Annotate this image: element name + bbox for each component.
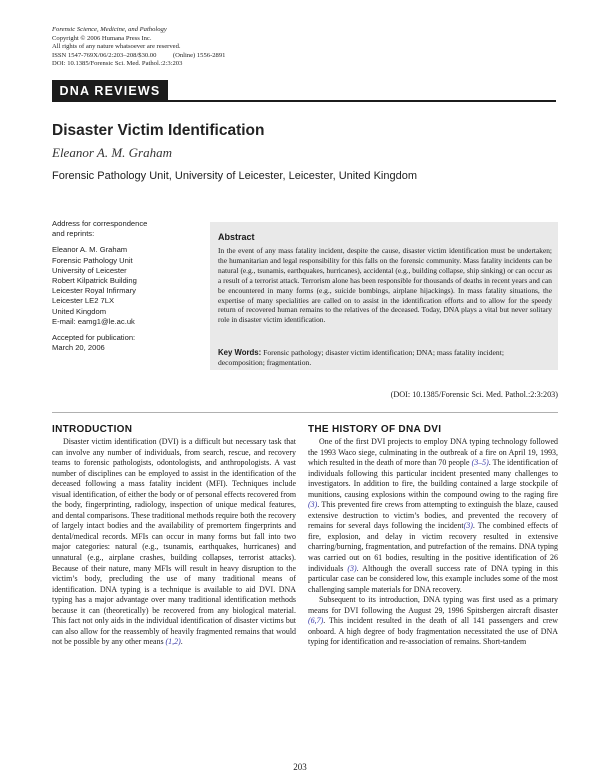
accepted-label: Accepted for publication:: [52, 333, 136, 343]
citation-link[interactable]: (1,2): [165, 637, 181, 647]
corr-line: Robert Kilpatrick Building: [52, 276, 137, 286]
page-number: 203: [293, 762, 307, 772]
intro-paragraph: Disaster victim identification (DVI) is a difficult but necessary task that can involve any number of individuals, from search, rescue, and recovery teams to forensic pathologists, odontologists, and anthropologists. A vast number of disciplines can be employed to assist in the identification of the deceased following a mass fatality incident (MFI). Techniques include visual identification, of either the body or of personal effects recovered from the body, fingerprinting, radiology, inspection of unique medical features, and dental comparisons. These traditional methods require both the recovery of largely intact bodies and the availability of premortem fingerprints and dental/medical records. MFIs can occur in many forms but fall into two major categories: natural (e.g., tsunamis, earthquakes, hurricanes) and unnatural (e.g., airplane crashes, building collapses, terrorist attacks). Because of their nature, many MFIs will result in heavy disruption to the victim’s body, precluding the use of many traditional means of identification. DNA typing is a technique is available to aid DVI. DNA typing has a major advantage over many traditional identification methods because it can (theoretically) be recovered from any biological material. This fact not only aids in the individual identification of disaster victims but can also allow for the reassembly of heavily fragmented remains that would not be possible by any other means (1,2).: [52, 437, 296, 647]
abstract-text: In the event of any mass fatality incident, despite the cause, disaster victim identification must be undertaken; the humanitarian and legal responsibility for this falls on the forensic community. Mass fatality incidents can be natural (e.g., tsunamis, earthquakes, hurricanes), accidental (e.g., building collapse, ship sinking) or can occur as a result of a terrorist attack. Terrorism alone has been responsible for thousands of deaths in recent years and can be encountered in many forms (e.g., suicide bombings, airplane hijackings). In mass fatality situations, the expertise of many specialities are called on to assist in the identification efforts and to allow for the speedy return of recovered human remains to the relatives of the deceased. Today, DNA plays a vital but never solitary role in disaster victim identification.: [218, 246, 552, 325]
copyright-line: Copyright © 2006 Humana Press Inc.: [52, 34, 152, 42]
intro-column: [52, 437, 296, 648]
history-paragraph: One of the first DVI projects to employ DNA typing technology followed the 1993 Waco siege, culminating in the outbreak of a fire on April 19, 1993, which resulted in the death of more than 70 people (3–5). The identification of individuals following this particular incident presented many challenges to investigators. In addition to fire, the building contained a large stockpile of munitions, causing explosions within the compound owing to the raging fire (3). This prevented fire crews from attempting to extinguish the blaze, caused extensive destruction to victim’s bodies, and prevented the recovery of remains for several days following the incident(3). The combined effects of fire, explosion, and delay in victim recovery resulted in extensive charring/burning, fragmentation, and putrefaction of the remains. DNA typing was carried out on 61 bodies, resulting in the positive identification of 26 individuals (3). Although the overall success rate of DNA typing in this particular case can be considered low, this example includes some of the most challenging sample materials for DNA recovery.: [308, 437, 558, 594]
intro-heading: INTRODUCTION: [52, 424, 133, 435]
article-affiliation: Forensic Pathology Unit, University of Leicester, Leicester, United Kingdom: [52, 170, 418, 182]
corr-label: Address for correspondence: [52, 219, 148, 228]
rights-line: All rights of any nature whatsoever are reserved.: [52, 43, 181, 51]
citation-link[interactable]: (3): [347, 563, 357, 573]
abstract-doi: (DOI: 10.1385/Forensic Sci. Med. Pathol.:2:3:203): [390, 390, 558, 399]
history-heading: THE HISTORY OF DNA DVI: [308, 424, 442, 435]
article-author: Eleanor A. M. Graham: [52, 145, 173, 160]
keywords: [218, 348, 552, 368]
history-paragraph: Subsequent to its introduction, DNA typing was first used as a primary means for DVI following the August 29, 1996 Spitsbergen aircraft disaster (6,7). This incident resulted in the death of all 141 passengers and crew onboard. A high degree of body fragmentation necessitated the use of DNA typing for identification and re-association of remains. Short-tandem: [308, 595, 558, 647]
corr-line: Leicester Royal Infirmary: [52, 286, 136, 296]
corr-line: Forensic Pathology Unit: [52, 255, 133, 265]
issn-line: ISSN 1547-769X/06/2:203–208/$30.00 (Online) 1556-2891: [52, 51, 226, 59]
citation-link[interactable]: (3): [308, 500, 318, 510]
abstract-heading: Abstract: [218, 232, 255, 242]
citation-link[interactable]: (3): [463, 521, 473, 531]
journal-meta: [52, 26, 225, 69]
correspondence-block: [52, 219, 202, 353]
corr-line: United Kingdom: [52, 306, 107, 316]
keywords-label: Key Words:: [218, 348, 262, 357]
keywords-text: Forensic pathology; disaster victim identification; DNA; mass fatality incident; decomposition; fragmentation.: [218, 348, 504, 367]
corr-line: University of Leicester: [52, 265, 127, 275]
citation-link[interactable]: (6,7): [308, 616, 324, 626]
history-column: [308, 437, 558, 648]
corr-line: Eleanor A. M. Graham: [52, 245, 128, 255]
section-divider: [52, 412, 558, 413]
banner-rule: [168, 100, 556, 102]
corr-label: and reprints:: [52, 229, 95, 239]
corr-email[interactable]: E-mail: eamg1@le.ac.uk: [52, 316, 135, 326]
journal-name: Forensic Science, Medicine, and Pathology: [52, 26, 167, 33]
section-banner: DNA REVIEWS: [52, 80, 168, 102]
accepted-date: March 20, 2006: [52, 343, 105, 353]
citation-link[interactable]: (3–5): [471, 458, 489, 468]
doi-line-header: DOI: 10.1385/Forensic Sci. Med. Pathol.:2:3:203: [52, 60, 183, 68]
corr-line: Leicester LE2 7LX: [52, 296, 115, 306]
article-title: Disaster Victim Identification: [52, 122, 265, 139]
